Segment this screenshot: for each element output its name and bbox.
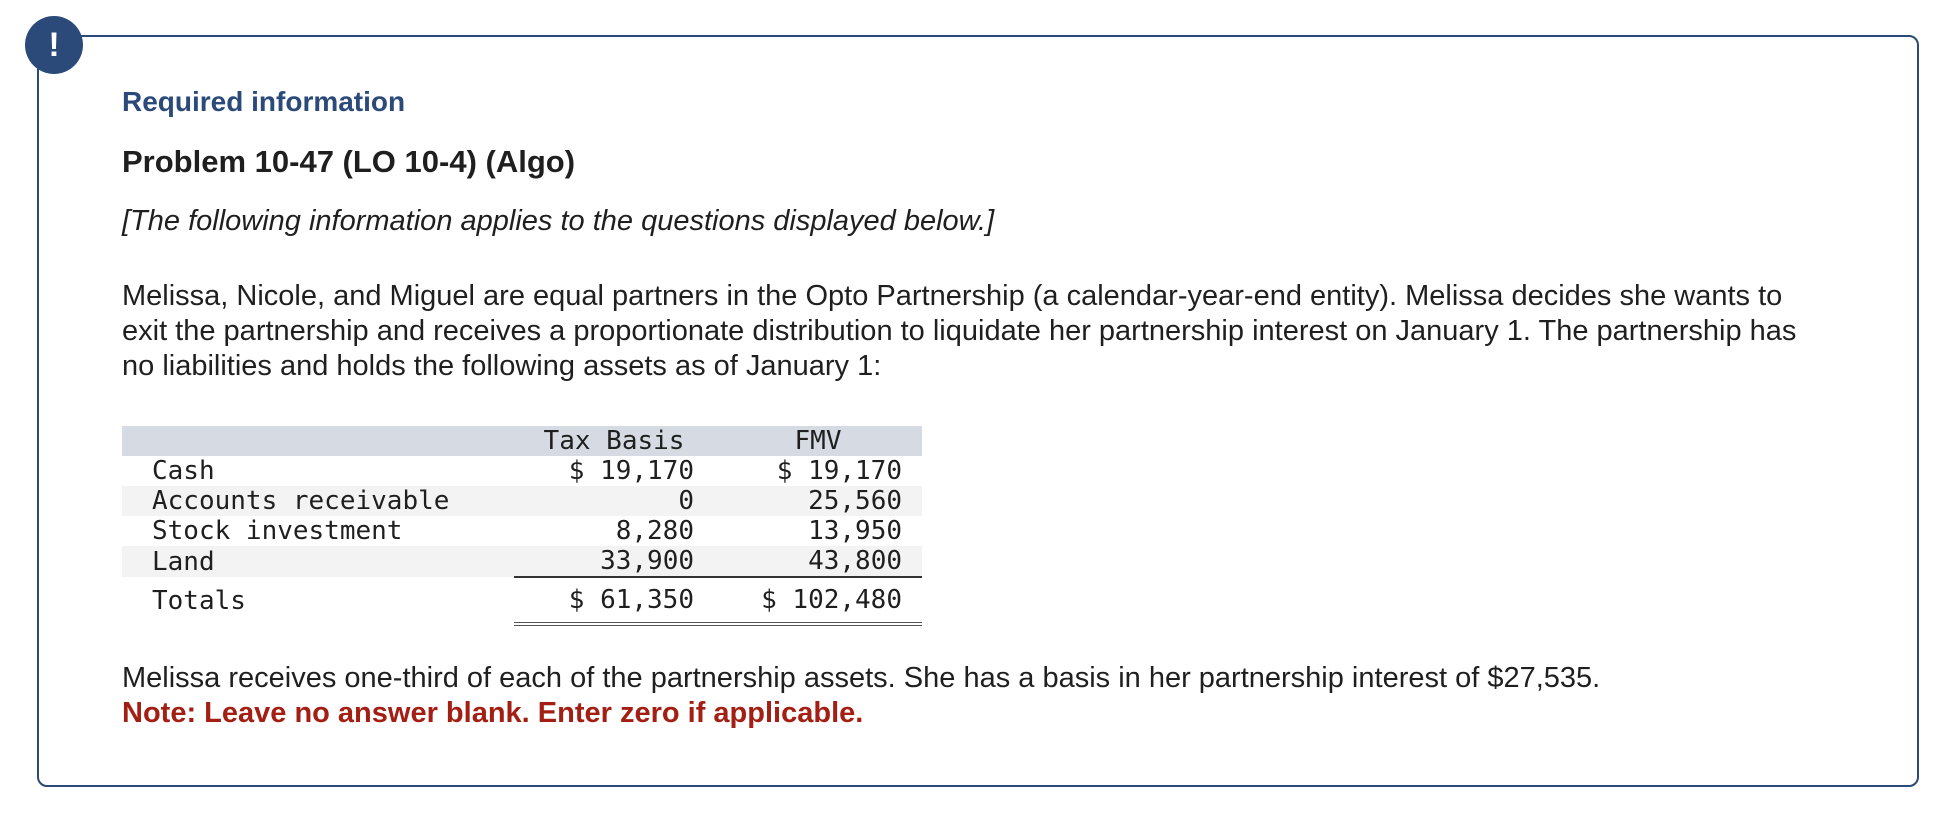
assets-table: [122, 426, 922, 626]
row-tax-basis: $ 19,170: [568, 456, 694, 486]
table-row: [122, 456, 922, 486]
problem-title: Problem 10-47 (LO 10-4) (Algo): [122, 144, 576, 179]
header-tax-basis: Tax Basis: [514, 426, 714, 456]
header-label: [122, 426, 514, 456]
row-label: Land: [122, 546, 514, 577]
row-tax-basis: 8,280: [615, 516, 694, 546]
intro-paragraph: Melissa, Nicole, and Miguel are equal partners in the Opto Partnership (a calendar-year-end entity). Melissa decides she wants to exit the partnership and receives a proportionate distribution to liquidate her partnership interest on January 1. The partnership has no liabilities and holds the following assets as of January 1:: [122, 280, 1797, 382]
row-label: Cash: [152, 456, 215, 486]
header-fmv: FMV: [714, 426, 922, 456]
totals-tax-basis: $ 61,350: [514, 577, 714, 624]
leave-no-blank-note: Note: Leave no answer blank. Enter zero if applicable.: [122, 697, 864, 729]
row-fmv: 43,800: [714, 546, 922, 577]
table-row: [122, 546, 922, 577]
row-label: Accounts receivable: [122, 486, 514, 516]
closing-paragraph: Melissa receives one-third of each of the partnership assets. She has a basis in her partnership interest of $27,535.: [122, 662, 1601, 694]
applies-note: [The following information applies to the questions displayed below.]: [122, 205, 995, 237]
totals-label: Totals: [152, 585, 246, 616]
required-information-heading: Required information: [122, 86, 406, 117]
row-label: Stock investment: [152, 516, 403, 546]
alert-icon: !: [25, 16, 83, 74]
row-fmv: 13,950: [808, 516, 902, 546]
row-tax-basis: 33,900: [514, 546, 714, 577]
row-tax-basis: 0: [514, 486, 714, 516]
row-fmv: $ 19,170: [776, 456, 902, 486]
totals-row: [122, 577, 922, 624]
table-row: [122, 516, 922, 546]
row-fmv: 25,560: [714, 486, 922, 516]
table-header-row: [122, 426, 922, 456]
totals-fmv: $ 102,480: [714, 577, 922, 624]
table-row: [122, 486, 922, 516]
